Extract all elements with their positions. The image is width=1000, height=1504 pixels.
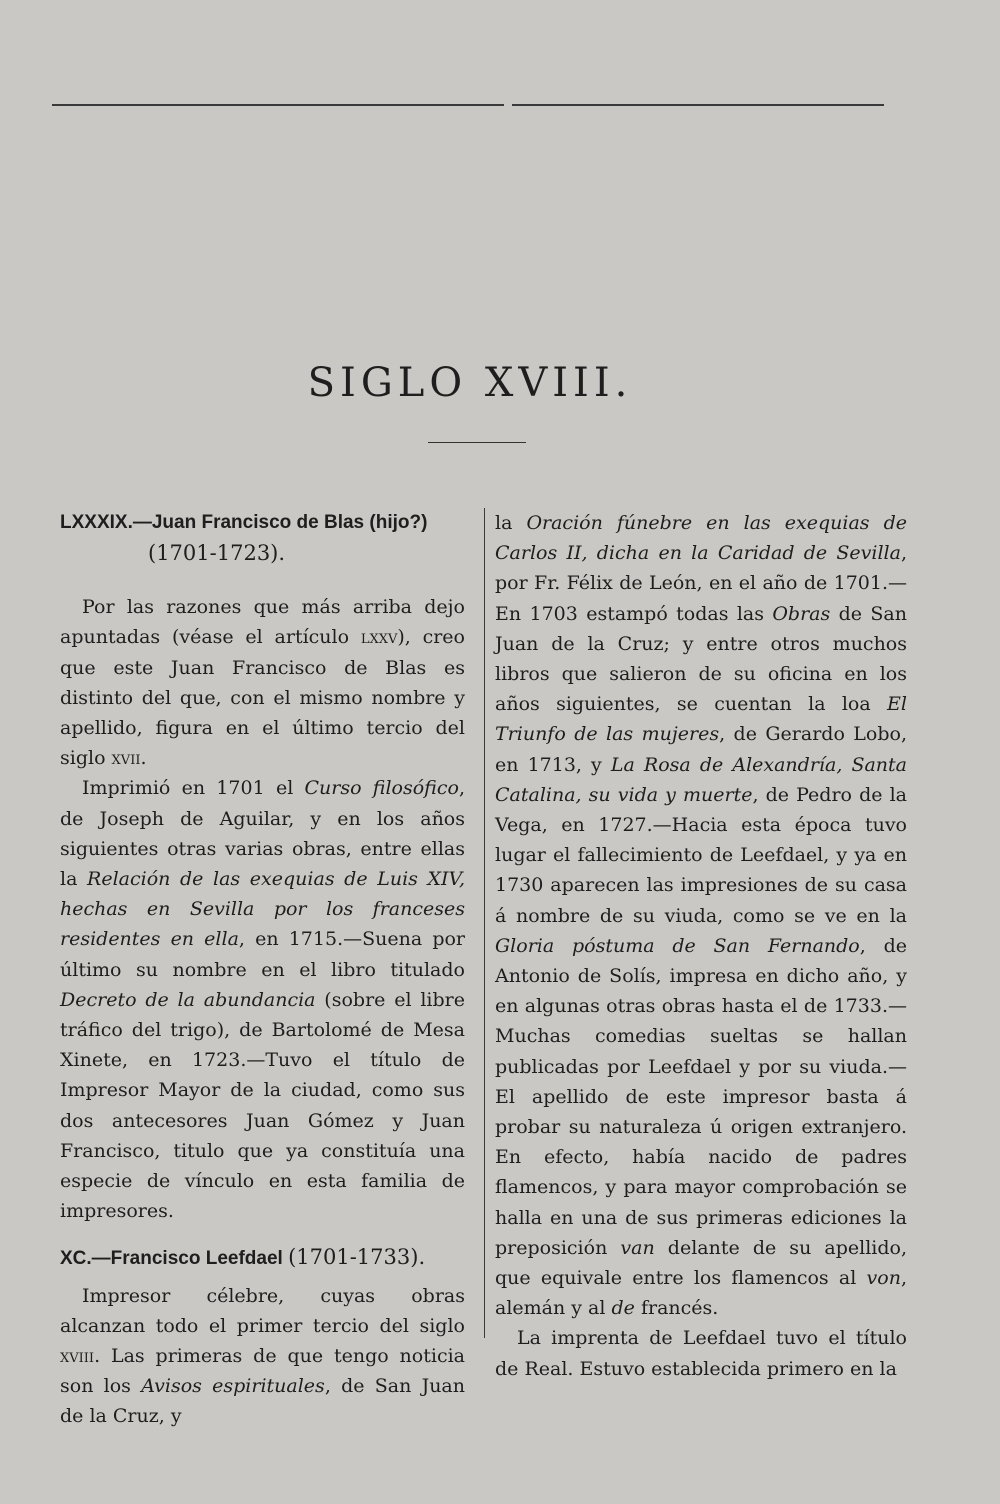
article-90-heading <box>60 1242 465 1274</box>
page-title: SIGLO XVIII. <box>307 360 633 406</box>
left-column <box>60 508 465 1432</box>
article-89-title: LXXXIX.—Juan Francisco de Blas (hijo?) <box>60 512 428 533</box>
article-89-heading <box>60 508 465 568</box>
top-rule-right <box>512 104 884 106</box>
title-rule <box>428 442 526 443</box>
top-rule-left <box>52 104 504 106</box>
article-89-paragraph-2: Imprimió en 1701 el Curso filosófico, de Joseph de Aguilar, y en los años siguientes otras varias obras, entre ellas la Relación de las exequias de Luis XIV, hechas en Sevilla por los franceses residentes en ella, en 1715.—Suena por último su nombre en el libro titulado Decreto de la abundancia (sobre el libre tráfico del trigo), de Bartolomé de Mesa Xinete, en 1723.—Tuvo el título de Impresor Mayor de la ciudad, como sus dos antecesores Juan Gómez y Juan Francisco, titulo que ya constituía una especie de vínculo en esta familia de impresores. <box>60 777 465 1223</box>
column-divider <box>484 508 485 1338</box>
article-90-title-line <box>60 1242 465 1274</box>
article-90-paragraph-1-start: Impresor célebre, cuyas obras alcanzan todo el primer tercio del siglo xviii. Las primeras de que tengo noticia son los Avisos espirituales, de San Juan de la Cruz, y <box>60 1284 465 1428</box>
article-89-dates: (1701-1723). <box>148 541 286 566</box>
article-90-paragraph-1-cont: la Oración fúnebre en las exequias de Carlos II, dicha en la Caridad de Sevilla, por Fr. Félix de León, en el año de 1701.—En 1703 estampó todas las Obras de San Juan de la Cruz; y entre otros muchos libros que salieron de su oficina en los años siguientes, se cuentan la loa El Triunfo de las mujeres, de Gerardo Lobo, en 1713, y La Rosa de Alexandría, Santa Catalina, su vida y muerte, de Pedro de la Vega, en 1727.—Hacia esta época tuvo lugar el fallecimiento de Leefdael, y ya en 1730 aparecen las impresiones de su casa á nombre de su viuda, como se ve en la Gloria póstuma de San Fernando, de Antonio de Solís, impresa en dicho año, y en algunas otras obras hasta el de 1733.—Muchas comedias sueltas se hallan publicadas por Leefdael y por su viuda.—El apellido de este impresor basta á probar su naturaleza ú origen extranjero. En efecto, había nacido de padres flamencos, y para mayor comprobación se halla en una de sus primeras ediciones la preposición van delante de su apellido, que equivale entre los flamencos al von, alemán y al de francés. <box>495 512 907 1320</box>
article-90-paragraph-2: La imprenta de Leefdael tuvo el título de Real. Estuvo establecida primero en la <box>495 1327 907 1380</box>
right-column <box>495 508 907 1384</box>
article-90-dates: (1701-1733). <box>288 1245 426 1270</box>
article-90-title: XC.—Francisco Leefdael <box>60 1248 283 1270</box>
article-89-paragraph-1: Por las razones que más arriba dejo apuntadas (véase el artículo lxxv), creo que este Juan Francisco de Blas es distinto del que, con el mismo nombre y apellido, figura en el último tercio del siglo xvii. <box>60 596 465 770</box>
